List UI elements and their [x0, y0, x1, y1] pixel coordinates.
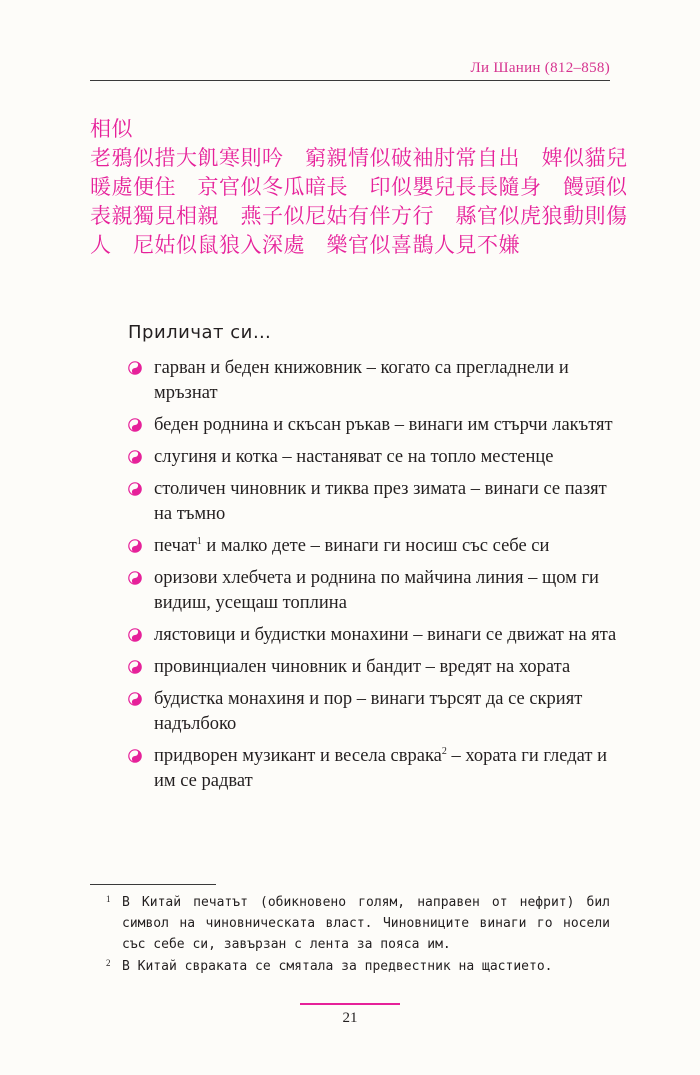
- list-item: [128, 477, 628, 527]
- page-number-rule: [300, 1003, 400, 1005]
- translation-list: [128, 356, 628, 801]
- yin-yang-icon: [128, 660, 142, 674]
- header-rule: [90, 80, 610, 81]
- list-item: [128, 413, 628, 438]
- list-item: [128, 356, 628, 406]
- yin-yang-icon: [128, 482, 142, 496]
- list-item: [128, 623, 628, 648]
- chinese-text: 老鴉似措大飢寒則吟 窮親情似破袖肘常自出 婢似貓兒暖處便住 京官似冬瓜暗長 印似嬰兒長長隨身 饅頭似表親獨見相親 燕子似尼姑有伴方行 縣官似虎狼動則傷人 尼姑似鼠狼入深處 樂官似喜鵲人見不嫌: [90, 146, 628, 257]
- item-text: гарван и беден книжовник – когато са прегладнели и мръзнат: [154, 358, 569, 403]
- footnote-mark: 2: [106, 958, 111, 968]
- page-number: 21: [342, 1010, 358, 1026]
- item-text: беден роднина и скъсан ръкав – винаги им стърчи лакътят: [154, 415, 613, 435]
- footnote-text: В Китай свраката се смятала за предвестник на щастието.: [122, 959, 553, 974]
- item-text-start: придворен музикант и весела сврака: [154, 746, 442, 766]
- list-item: [128, 744, 628, 794]
- list-item: [128, 687, 628, 737]
- item-text-start: печат: [154, 536, 197, 556]
- yin-yang-icon: [128, 749, 142, 763]
- item-text: слугиня и котка – настаняват се на топло местенце: [154, 447, 554, 467]
- yin-yang-icon: [128, 418, 142, 432]
- footnote-mark: 1: [106, 894, 111, 904]
- item-text-end: и малко дете – винаги ги носиш със себе си: [201, 536, 550, 556]
- footnote: [100, 956, 610, 977]
- list-item: [128, 655, 628, 680]
- yin-yang-icon: [128, 539, 142, 553]
- item-text-end: – хората ги гледат и им се радват: [154, 746, 608, 791]
- chinese-poem: [90, 115, 630, 260]
- footnote-ref[interactable]: 2: [441, 745, 447, 757]
- footnote-text: В Китай печатът (обикновено голям, направен от нефрит) бил символ на чиновническата власт. Чиновниците винаги го носели със себе си, завързан с лента за пояса им.: [122, 895, 610, 952]
- list-item: [128, 566, 628, 616]
- item-text: провинциален чиновник и бандит – вредят на хората: [154, 657, 571, 677]
- list-item: [128, 534, 628, 559]
- footnote-rule: [90, 884, 216, 885]
- item-text: столичен чиновник и тиква през зимата – винаги се пазят на тъмно: [154, 479, 607, 524]
- yin-yang-icon: [128, 571, 142, 585]
- yin-yang-icon: [128, 628, 142, 642]
- item-text: будистка монахиня и пор – винаги търсят да се скрият надълбоко: [154, 689, 583, 734]
- yin-yang-icon: [128, 692, 142, 706]
- footnote-ref[interactable]: 1: [196, 535, 202, 547]
- item-text: лястовици и будистки монахини – винаги се движат на ята: [154, 625, 617, 645]
- section-title: Приличат си…: [128, 322, 272, 343]
- footnotes: [100, 892, 610, 978]
- running-head: Ли Шанин (812–858): [470, 60, 610, 76]
- yin-yang-icon: [128, 361, 142, 375]
- yin-yang-icon: [128, 450, 142, 464]
- chinese-title: 相似: [90, 117, 133, 141]
- list-item: [128, 445, 628, 470]
- item-text: оризови хлебчета и роднина по майчина линия – щом ги видиш, усещаш топлина: [154, 568, 599, 613]
- footnote: [100, 892, 610, 955]
